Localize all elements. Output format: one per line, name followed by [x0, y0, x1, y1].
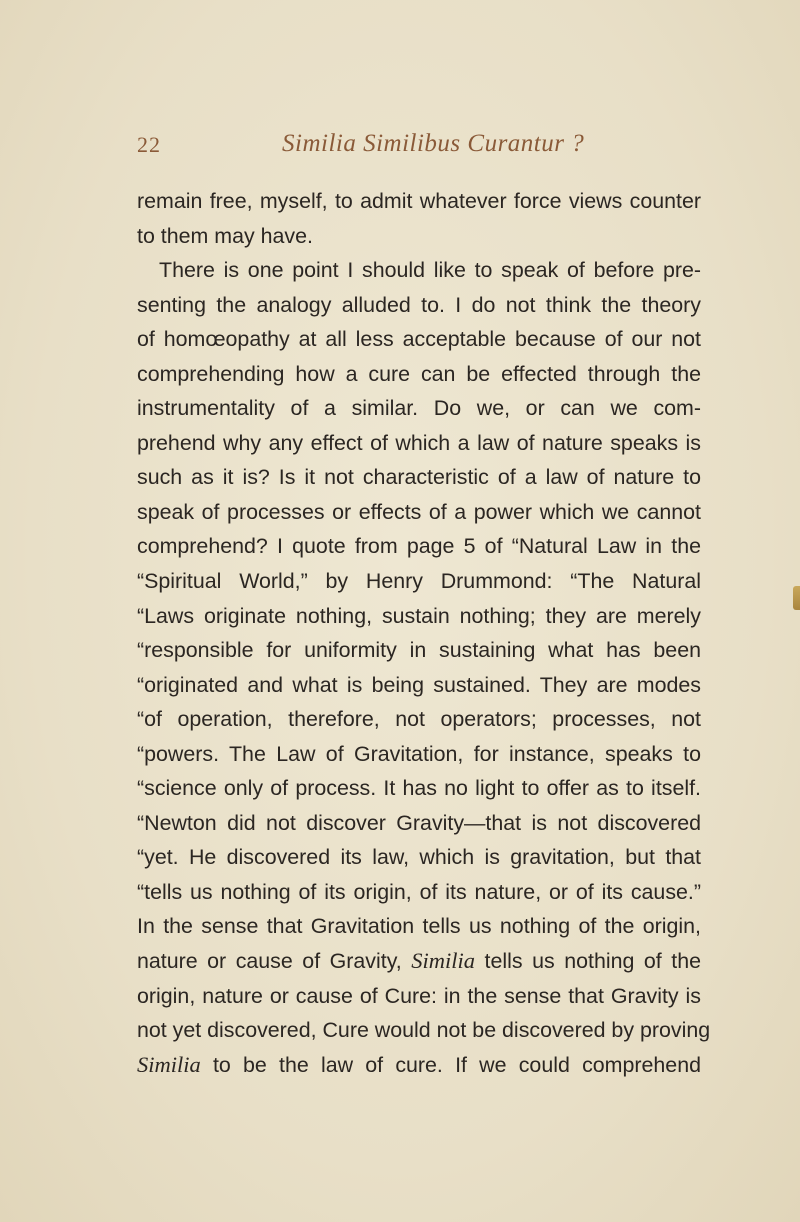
text-line: “powers. The Law of Gravitation, for instance, speaks to — [137, 741, 701, 766]
text-line: to them may have. — [137, 223, 313, 248]
text-line-with-italic — [137, 944, 701, 979]
running-title: Similia Similibus Curantur ? — [282, 130, 585, 157]
text-line: “originated and what is being sustained. They are modes — [137, 672, 701, 697]
paragraph-start-line: There is one point I should like to speak of before pre- — [159, 258, 701, 283]
text-line: of homœopathy at all less acceptable because of our not — [137, 327, 701, 352]
page-edge-mark — [793, 586, 800, 610]
body-text — [137, 184, 711, 1082]
text-line: remain free, myself, to admit whatever force views counter — [137, 189, 701, 213]
text-line: origin, nature or cause of Cure: in the sense that Gravity is — [137, 983, 701, 1008]
text-line: “of operation, therefore, not operators; processes, not — [137, 707, 701, 732]
line-segment: to be the law of cure. If we could comprehend — [212, 1052, 701, 1077]
text-line: senting the analogy alluded to. I do not think the theory — [137, 292, 701, 317]
running-head — [137, 128, 701, 164]
text-line: comprehend? I quote from page 5 of “Natural Law in the — [137, 534, 701, 559]
text-line: “Laws originate nothing, sustain nothing; they are merely — [137, 603, 701, 628]
text-line: “science only of process. It has no light to offer as to itself. — [137, 776, 701, 801]
italic-similia: Similia — [137, 1051, 201, 1077]
text-line: “tells us nothing of its origin, of its nature, or of its cause.” — [137, 879, 701, 904]
text-line: such as it is? Is it not characteristic of a law of nature to — [137, 465, 701, 490]
italic-similia: Similia — [411, 948, 476, 974]
page-number: 22 — [137, 132, 161, 157]
text-line: “responsible for uniformity in sustaining what has been — [137, 638, 701, 663]
text-line: In the sense that Gravitation tells us nothing of the origin, — [137, 914, 701, 939]
text-line: speak of processes or effects of a power which we cannot — [137, 499, 701, 524]
text-line: comprehending how a cure can be effected through the — [137, 361, 701, 386]
text-line: “Spiritual World,” by Henry Drummond: “The Natural — [137, 569, 701, 594]
text-line: instrumentality of a similar. Do we, or can we com- — [137, 396, 701, 421]
line-segment: nature or cause of Gravity, — [137, 949, 402, 974]
text-line: “Newton did not discover Gravity—that is not discovered — [137, 810, 701, 835]
text-line: not yet discovered, Cure would not be discovered by proving — [137, 1018, 711, 1043]
line-segment: tells us nothing of the — [484, 949, 701, 974]
text-line: prehend why any effect of which a law of nature speaks is — [137, 430, 701, 455]
text-line-with-italic — [137, 1048, 701, 1083]
text-line: “yet. He discovered its law, which is gravitation, but that — [137, 845, 701, 870]
